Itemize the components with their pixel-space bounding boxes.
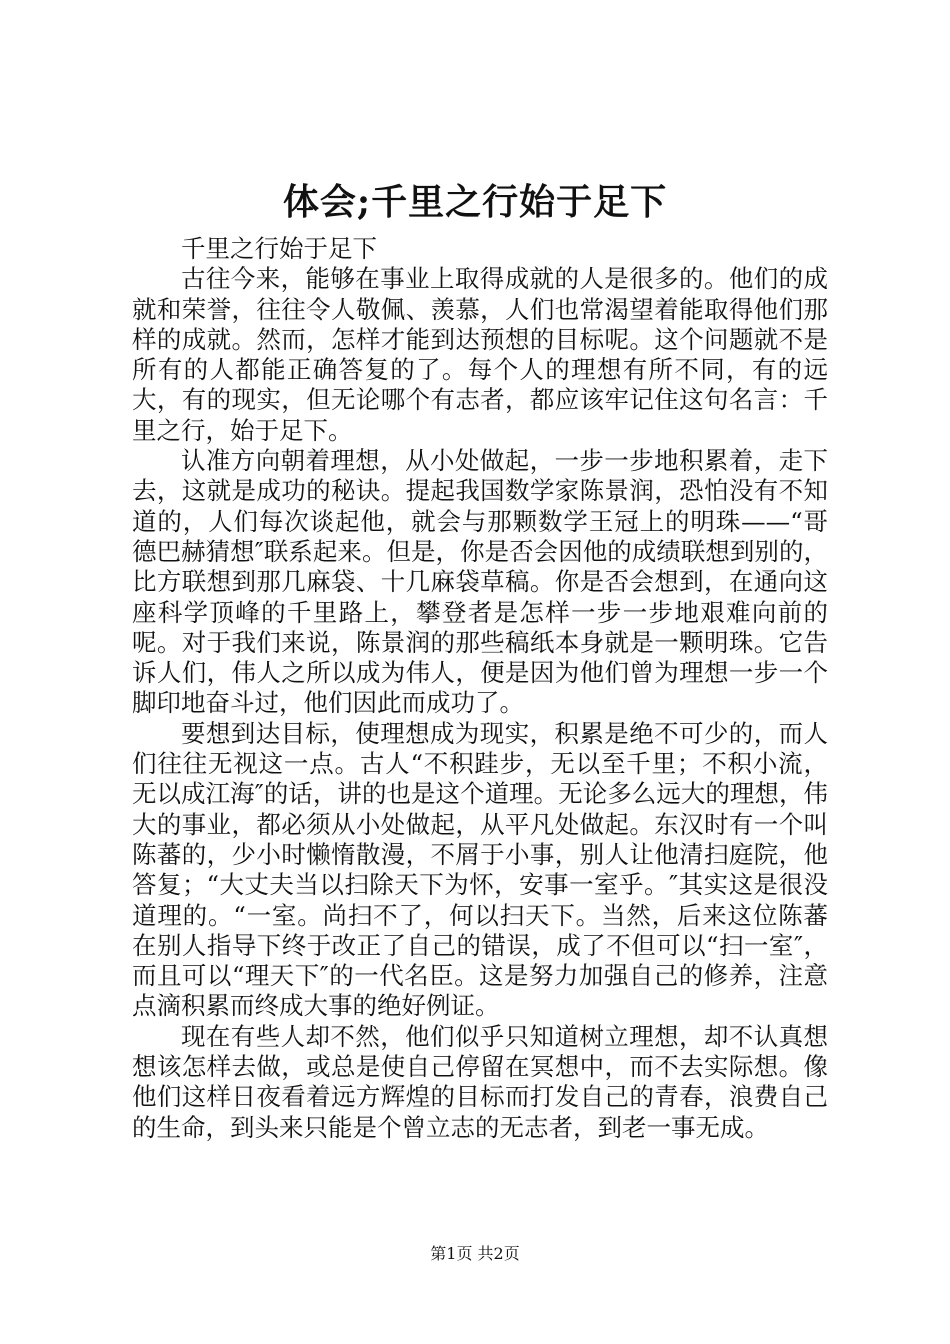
subtitle-paragraph: 千里之行始于足下 [181,234,377,263]
body-paragraph: 要想到达目标，使理想成为现实，积累是绝不可少的，而人们往往无视这一点。古人“不积跬步，无以至千里；不积小流，无以成江海″的话，讲的也是这个道理。无论多么远大的理想，伟大的事业，都必须从小处做起，从平凡处做起。东汉时有一个叫陈蕃的，少小时懒惰散漫，不屑于小事，别人让他清扫庭院，他答复；“大丈夫当以扫除天下为怀，安事一室乎。″其实这是很没道理的。“一室。尚扫不了，何以扫天下。当然，后来这位陈蕃在别人指导下终于改正了自己的错误，成了不但可以“扫一室″，而且可以“理天下″的一代名臣。这是努力加强自己的修养，注意点滴积累而终成大事的绝好例证。 [132,718,828,1021]
body-paragraph: 古往今来，能够在事业上取得成就的人是很多的。他们的成就和荣誉，往往令人敬佩、羡慕，人们也常渴望着能取得他们那样的成就。然而，怎样才能到达预想的目标呢。这个问题就不是所有的人都能正确答复的了。每个人的理想有所不同，有的远大，有的现实，但无论哪个有志者，都应该牢记住这句名言：千里之行，始于足下。 [132,264,828,445]
body-paragraph: 认准方向朝着理想，从小处做起，一步一步地积累着，走下去，这就是成功的秘诀。提起我国数学家陈景润，恐怕没有不知道的，人们每次谈起他，就会与那颗数学王冠上的明珠——“哥德巴赫猜想″联系起来。但是，你是否会因他的成绩联想到别的，比方联想到那几麻袋、十几麻袋草稿。你是否会想到，在通向这座科学顶峰的千里路上，攀登者是怎样一步一步地艰难向前的呢。对于我们来说，陈景润的那些稿纸本身就是一颗明珠。它告诉人们，伟人之所以成为伟人，便是因为他们曾为理想一步一个脚印地奋斗过，他们因此而成功了。 [132,446,828,718]
page-footer: 第1页 共2页 [430,1244,520,1263]
document-title: 体会;千里之行始于足下 [282,181,668,223]
body-paragraph: 现在有些人却不然，他们似乎只知道树立理想，却不认真想想该怎样去做，或总是使自己停留在冥想中，而不去实际想。像他们这样日夜看着远方辉煌的目标而打发自己的青春，浪费自己的生命，到头来只能是个曾立志的无志者，到老一事无成。 [132,1021,828,1142]
document-body [132,234,828,1143]
